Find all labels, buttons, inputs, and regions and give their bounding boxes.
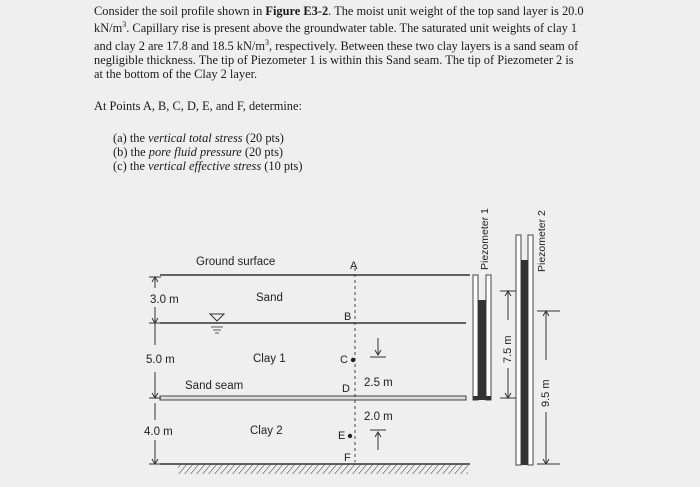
problem-text: at the bottom of the Clay 2 layer. xyxy=(94,67,258,82)
problem-text: , respectively. Between these two clay layers is a sand seam of xyxy=(269,38,579,53)
dimension-2-5: 2.5 m xyxy=(364,377,393,389)
problem-text: negligible thickness. The tip of Piezometer 1 is within this Sand seam. The tip of Piezometer 2 is xyxy=(94,52,574,67)
point-f-label: F xyxy=(344,452,351,464)
piezometer-1 xyxy=(473,275,491,400)
inner-dimension-lines xyxy=(370,338,386,450)
dimension-2-0: 2.0 m xyxy=(364,411,393,423)
ground-surface-label: Ground surface xyxy=(196,256,276,268)
superscript: 3 xyxy=(265,37,270,47)
problem-text: kN/m xyxy=(94,21,123,36)
point-e-marker xyxy=(348,434,352,438)
problem-text: . Capillary rise is present above the groundwater table. The saturated unit weights of clay 1 xyxy=(126,21,578,36)
point-c-label: C xyxy=(340,354,348,366)
figure-reference: Figure E3-2 xyxy=(265,4,329,18)
part-c: (c) the vertical effective stress (10 pts) xyxy=(113,159,303,174)
part-b: (b) the pore fluid pressure (20 pts) xyxy=(113,145,284,160)
point-a-label: A xyxy=(350,260,358,272)
bedrock-hatch xyxy=(178,464,468,474)
point-d-label: D xyxy=(342,383,350,395)
dimension-mid: 5.0 m xyxy=(146,354,175,366)
superscript: 3 xyxy=(122,20,127,30)
point-c-marker xyxy=(351,358,355,362)
problem-text: Consider the soil profile shown in xyxy=(94,4,266,18)
sand-seam-layer xyxy=(160,396,466,400)
piezometer-2 xyxy=(516,235,533,465)
clay1-label: Clay 1 xyxy=(253,353,286,365)
point-b-label: B xyxy=(344,311,352,323)
dimension-7-5: 7.5 m xyxy=(502,335,514,363)
sand-label: Sand xyxy=(256,292,283,304)
dimension-bottom: 4.0 m xyxy=(144,426,173,438)
dimension-9-5: 9.5 m xyxy=(540,379,552,407)
problem-text: . The moist unit weight of the top sand layer is 20.0 xyxy=(328,4,584,18)
dimension-top: 3.0 m xyxy=(150,294,179,306)
part-a: (a) the vertical total stress (20 pts) xyxy=(113,131,284,145)
sand-seam-label: Sand seam xyxy=(185,380,244,392)
piezometer-1-label: Piezometer 1 xyxy=(479,208,491,270)
problem-text: and clay 2 are 17.8 and 18.5 kN/m xyxy=(94,38,266,53)
point-e-label: E xyxy=(338,430,346,442)
determine-prompt: At Points A, B, C, D, E, and F, determine: xyxy=(94,99,302,113)
piezometer-2-label: Piezometer 2 xyxy=(536,210,548,272)
clay2-label: Clay 2 xyxy=(250,425,283,437)
